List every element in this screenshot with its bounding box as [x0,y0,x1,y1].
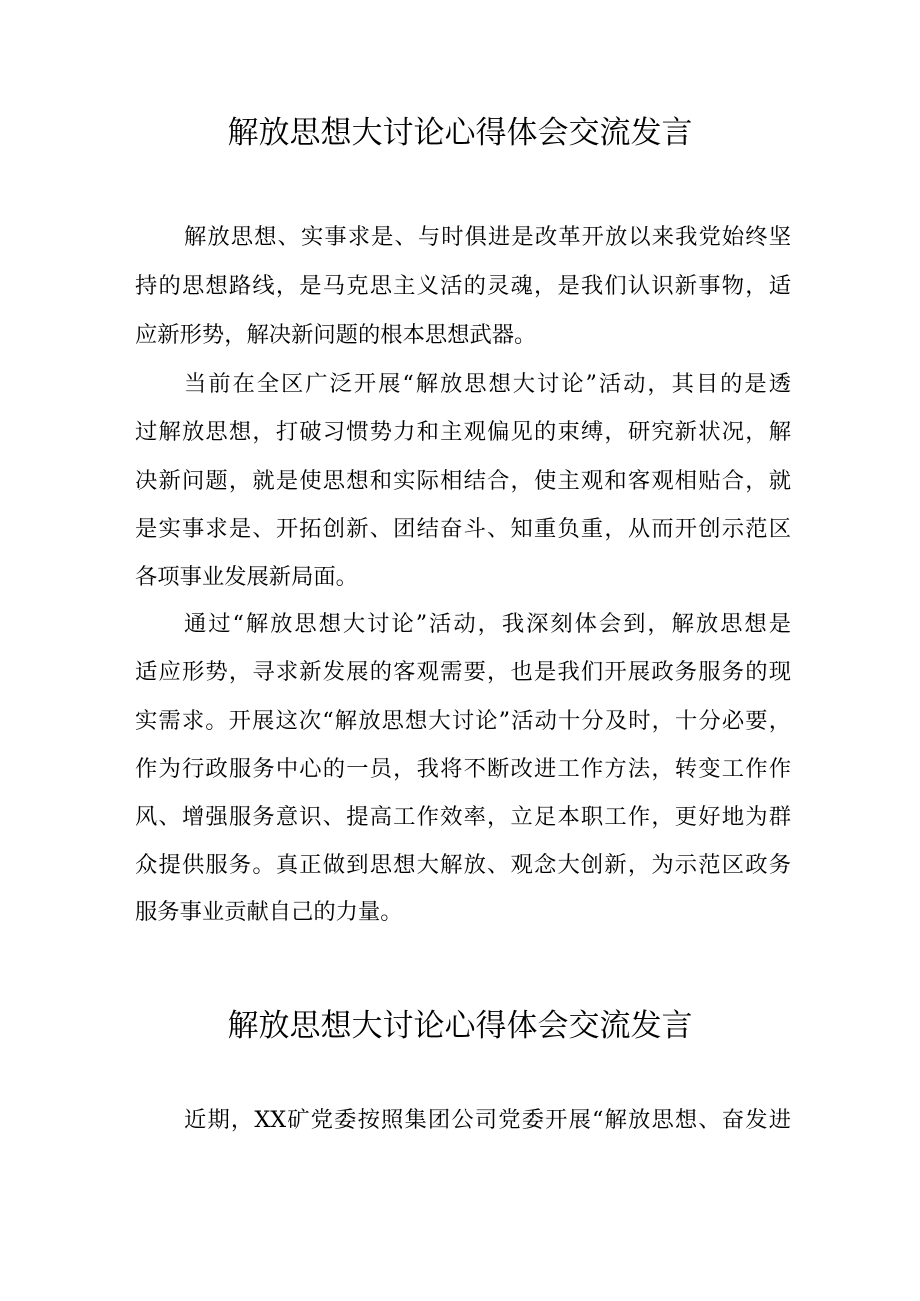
text-line: 当前在全区广泛开展“解放思想大讨论”活动，其目的是透 [184,371,791,397]
text-line: 过解放思想，打破习惯势力和主观偏见的束缚，研究新状况，解 [135,419,791,445]
text-line: 应新形势，解决新问题的根本思想武器。 [135,322,537,348]
text-line: 决新问题，就是使思想和实际相结合，使主观和客观相贴合，就 [135,468,791,494]
text-line: 服务事业贡献自己的力量。 [135,899,403,925]
text-line: 众提供服务。真正做到思想大解放、观念大创新，为示范区政务 [135,852,791,878]
text-line: 各项事业发展新局面。 [135,564,358,590]
page-title: 解放思想大讨论心得体会交流发言 [227,115,693,151]
text-line: 持的思想路线，是马克思主义活的灵魂，是我们认识新事物，适 [135,273,791,299]
text-line: 风、增强服务意识、提高工作效率，立足本职工作，更好地为群 [135,804,791,830]
text-line: 是实事求是、开拓创新、团结奋斗、知重负重，从而开创示范区 [135,516,791,542]
text-line: 作为行政服务中心的一员，我将不断改进工作方法，转变工作作 [135,756,791,782]
text-line: 适应形势，寻求新发展的客观需要，也是我们开展政务服务的现 [135,659,791,685]
text-line: 通过“解放思想大讨论”活动，我深刻体会到，解放思想是 [184,611,791,637]
text-line: 近期，XX矿党委按照集团公司党委开展“解放思想、奋发进 [184,1107,791,1133]
text-line: 解放思想、实事求是、与时俱进是改革开放以来我党始终坚 [184,224,791,250]
text-line: 实需求。开展这次“解放思想大讨论”活动十分及时，十分必要， [135,708,791,734]
section-title: 解放思想大讨论心得体会交流发言 [227,1008,693,1044]
